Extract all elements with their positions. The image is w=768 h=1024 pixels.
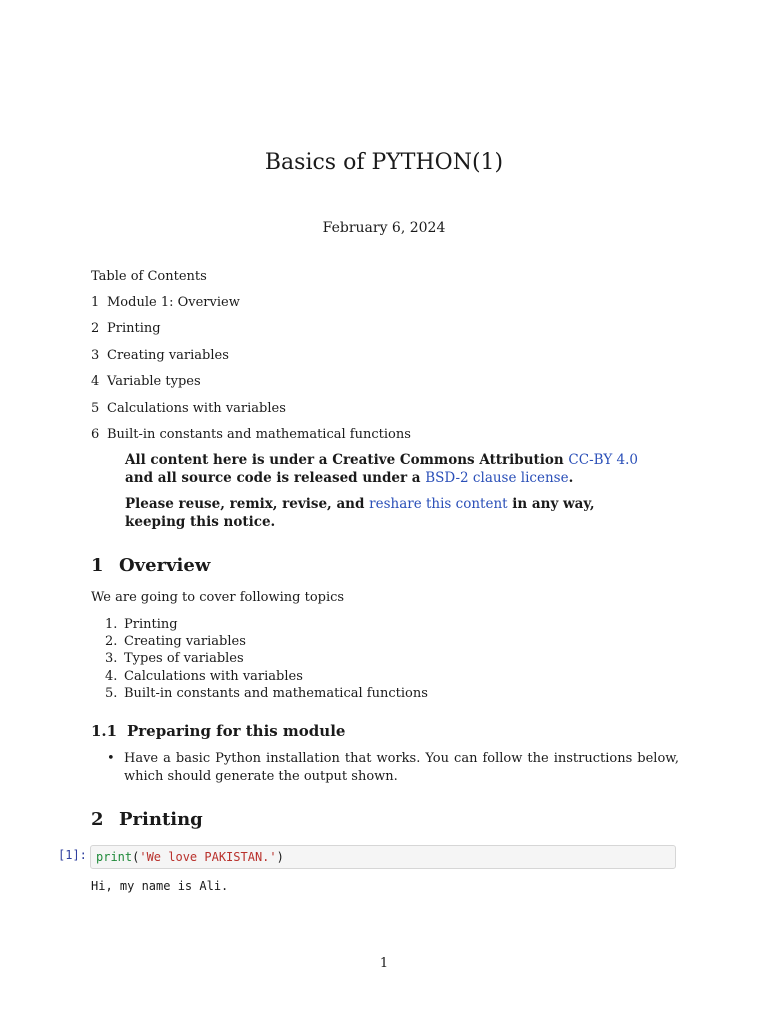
toc-item[interactable]	[91, 294, 411, 320]
toc-item[interactable]	[91, 320, 411, 346]
code-string: 'We love PAKISTAN.'	[139, 850, 277, 864]
list-item-text: Creating variables	[124, 634, 246, 650]
list-item-text: Calculations with variables	[124, 668, 303, 684]
toc-item-label: Calculations with variables	[107, 400, 286, 416]
subsection-number: 1.1	[91, 722, 118, 740]
license-text: All content here is under a Creative Commons Attribution	[125, 452, 569, 468]
list-item-text: Types of variables	[124, 651, 244, 667]
reuse-paragraph	[125, 495, 655, 531]
cell-output: Hi, my name is Ali.	[91, 879, 229, 893]
subsection-title: Preparing for this module	[127, 722, 346, 740]
list-item	[105, 633, 428, 650]
toc-item[interactable]	[91, 426, 411, 452]
bullet-icon: •	[107, 751, 115, 766]
cell-prompt: [1]:	[58, 848, 87, 862]
list-number: 1.	[105, 617, 118, 632]
section-number: 2	[91, 809, 104, 830]
toc-item-number: 6	[91, 426, 100, 442]
section-title: Printing	[119, 809, 203, 830]
section-heading-printing	[91, 809, 203, 830]
toc-item-label: Module 1: Overview	[107, 295, 240, 310]
toc-item[interactable]	[91, 400, 411, 426]
license-text: and all source code is released under a	[125, 470, 426, 486]
list-number: 2.	[105, 634, 118, 650]
reuse-text: Please reuse, remix, revise, and	[125, 496, 370, 512]
toc-item-number: 2	[91, 321, 100, 337]
overview-intro: We are going to cover following topics	[91, 590, 345, 605]
toc-item-number: 1	[91, 295, 100, 310]
reshare-link[interactable]: reshare this content	[369, 496, 508, 512]
toc-item[interactable]	[91, 347, 411, 373]
code-paren: (	[132, 850, 140, 864]
list-item	[105, 668, 428, 685]
reuse-text: in any way, keeping this notice.	[125, 496, 595, 530]
license-notice	[125, 451, 655, 539]
topics-list	[105, 616, 428, 702]
subsection-heading-preparing	[91, 722, 345, 740]
toc-heading: Table of Contents	[91, 269, 207, 284]
section-heading-overview	[91, 555, 210, 576]
toc-item-number: 5	[91, 400, 100, 416]
list-number: 5.	[105, 685, 118, 701]
section-number: 1	[91, 555, 104, 576]
bsd-license-link[interactable]: BSD-2 clause license	[425, 470, 569, 486]
list-item	[105, 685, 428, 702]
toc-item-label: Creating variables	[107, 347, 229, 363]
toc-item-label: Printing	[107, 321, 161, 337]
list-item-text: Have a basic Python installation that works. You can follow the instructions below, which should generate the output shown.	[124, 751, 679, 784]
code-paren: )	[276, 850, 284, 864]
toc-item-number: 4	[91, 374, 100, 390]
list-number: 3.	[105, 651, 118, 667]
section-title: Overview	[119, 555, 211, 576]
list-item-text: Built-in constants and mathematical functions	[124, 685, 428, 701]
table-of-contents	[91, 294, 411, 452]
list-item	[107, 750, 679, 786]
document-title: Basics of PYTHON(1)	[264, 150, 504, 175]
toc-item[interactable]	[91, 373, 411, 399]
toc-item-number: 3	[91, 347, 100, 363]
preparation-list	[107, 750, 679, 786]
list-number: 4.	[105, 668, 118, 684]
toc-item-label: Built-in constants and mathematical functions	[107, 426, 411, 442]
code-cell[interactable]	[90, 845, 676, 869]
toc-item-label: Variable types	[107, 374, 201, 390]
license-text: .	[568, 470, 574, 486]
document-date: February 6, 2024	[322, 220, 446, 236]
list-item	[105, 650, 428, 667]
code-line	[96, 850, 284, 864]
license-paragraph	[125, 451, 655, 487]
list-item-text: Printing	[124, 617, 178, 632]
cc-by-link[interactable]: CC-BY 4.0	[568, 452, 638, 468]
page-number: 1	[379, 956, 389, 971]
code-function: print	[96, 850, 133, 864]
list-item	[105, 616, 428, 633]
